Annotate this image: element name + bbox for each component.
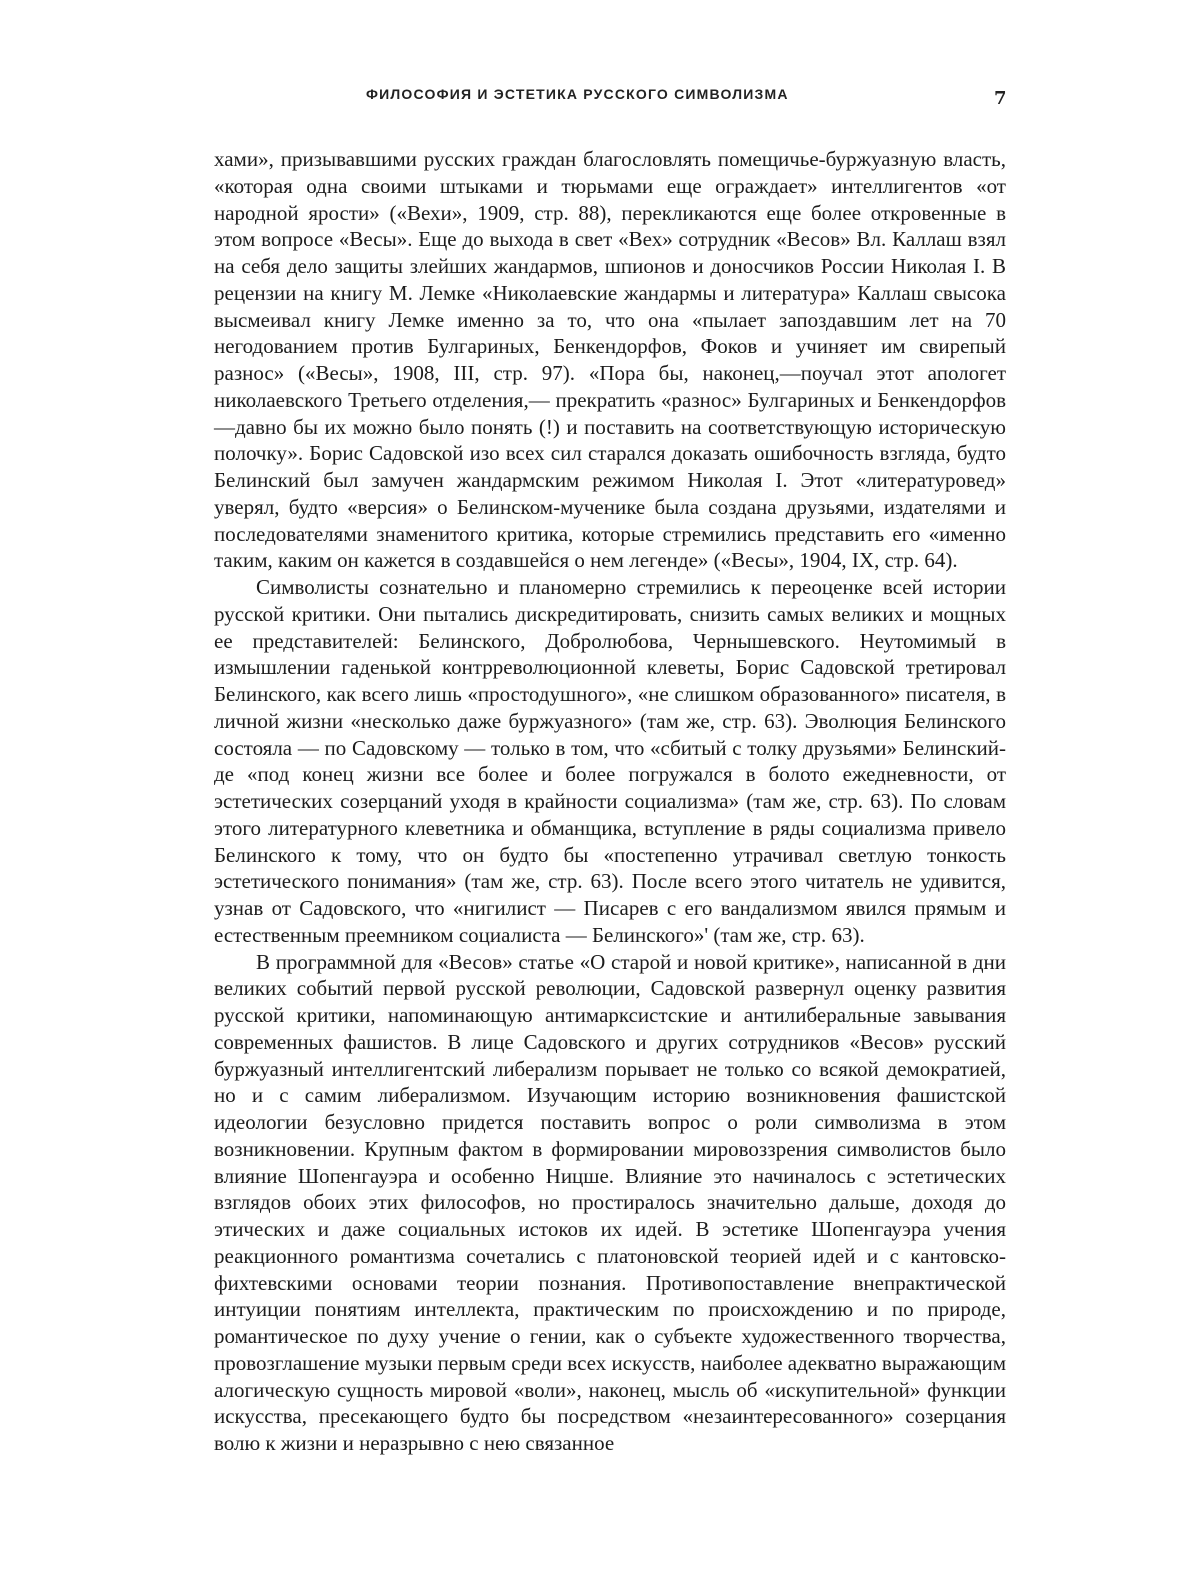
paragraph-3: В программной для «Весов» статье «О старой и новой критике», написанной в дни великих событий первой русской революции, Садовской развернул оценку развития русской критики, напоминающую антимарксистские и антилиберальные завывания современных фашистов. В лице Садовского и других сотрудников «Весов» русский буржуазный интеллигентский либерализм порывает не только со всякой демократией, но и с самим либерализмом. Изучающим историю возникновения фашистской идеологии безусловно придется поставить вопрос о роли символизма в этом возникновении. Крупным фактом в формировании мировоззрения символистов было влияние Шопенгауэра и особенно Ницше. Влияние это начиналось с эстетических взглядов обоих этих философов, но простиралось значительно дальше, доходя до этических и даже социальных истоков их идей. В эстетике Шопенгауэра учения реакционного романтизма сочетались с платоновской теорией идей и с кантовско-фихтевскими основами теории познания. Противопоставление внепрактической интуиции понятиям интеллекта, практическим по происхождению и по природе, романтическое по духу учение о гении, как о субъекте художественного творчества, провозглашение музыки первым среди всех искусств, наиболее адекватно выражающим алогическую сущность мировой «воли», наконец, мысль об «искупительной» функции искусства, пресекающего будто бы посредством «незаинтересованного» созерцания волю к жизни и неразрывно с нею связанное <box>214 949 1006 1455</box>
paragraph-1: хами», призывавшими русских граждан благословлять помещичье-буржуазную власть, «которая одна своими штыками и тюрьмами еще ограждает» интеллигентов «от народной ярости» («Вехи», 1909, стр. 88), перекликаются еще более откровенные в этом вопросе «Весы». Еще до выхода в свет «Вех» сотрудник «Весов» Вл. Каллаш взял на себя дело защиты злейших жандармов, шпионов и доносчиков России Николая I. В рецензии на книгу М. Лемке «Николаевские жандармы и литература» Каллаш свысока высмеивал книгу Лемке именно за то, что она «пылает запоздавшим лет на 70 негодованием против Булгариных, Бенкендорфов, Фоков и учиняет им свирепый разнос» («Весы», 1908, III, стр. 97). «Пора бы, наконец,—поучал этот апологет николаевского Третьего отделения,— прекратить «разнос» Булгариных и Бенкендорфов—давно бы их можно было понять (!) и поставить на соответствующую историческую полочку». Борис Садовской изо всех сил старался доказать ошибочность взгляда, будто Белинский был замучен жандармским режимом Николая I. Этот «литературовед» уверял, будто «версия» о Белинском-мученике была создана друзьями, издателями и последователями знаменитого критика, которые стремились представить его «именно таким, каким он кажется в создавшейся о нем легенде» («Весы», 1904, IX, стр. 64). <box>214 147 1006 573</box>
body-text <box>214 146 1006 1457</box>
page-number: 7 <box>994 88 1007 109</box>
running-title: ФИЛОСОФИЯ И ЭСТЕТИКА РУССКОГО СИМВОЛИЗМА <box>366 86 789 102</box>
paragraph-2: Символисты сознательно и планомерно стремились к переоценке всей истории русской критики. Они пытались дискредитировать, снизить самых великих и мощных ее представителей: Белинского, Добролюбова, Чернышевского. Неутомимый в измышлении гаденькой контрреволюционной клеветы, Борис Садовской третировал Белинского, как всего лишь «простодушного», «не слишком образованного» писателя, в личной жизни «несколько даже буржуазного» (там же, стр. 63). Эволюция Белинского состояла — по Садовскому — только в том, что «сбитый с толку друзьями» Белинский-де «под конец жизни все более и более погружался в болото ежедневности, от эстетических созерцаний уходя в крайности социализма» (там же, стр. 63). По словам этого литературного клеветника и обманщика, вступление в ряды социализма привело Белинского к тому, что он будто бы «постепенно утрачивал светлую тонкость эстетического понимания» (там же, стр. 63). После всего этого читатель не удивится, узнав от Садовского, что «нигилист — Писарев с его вандализмом явился прямым и естественным преемником социалиста — Белинского»' (там же, стр. 63). <box>214 575 1006 947</box>
